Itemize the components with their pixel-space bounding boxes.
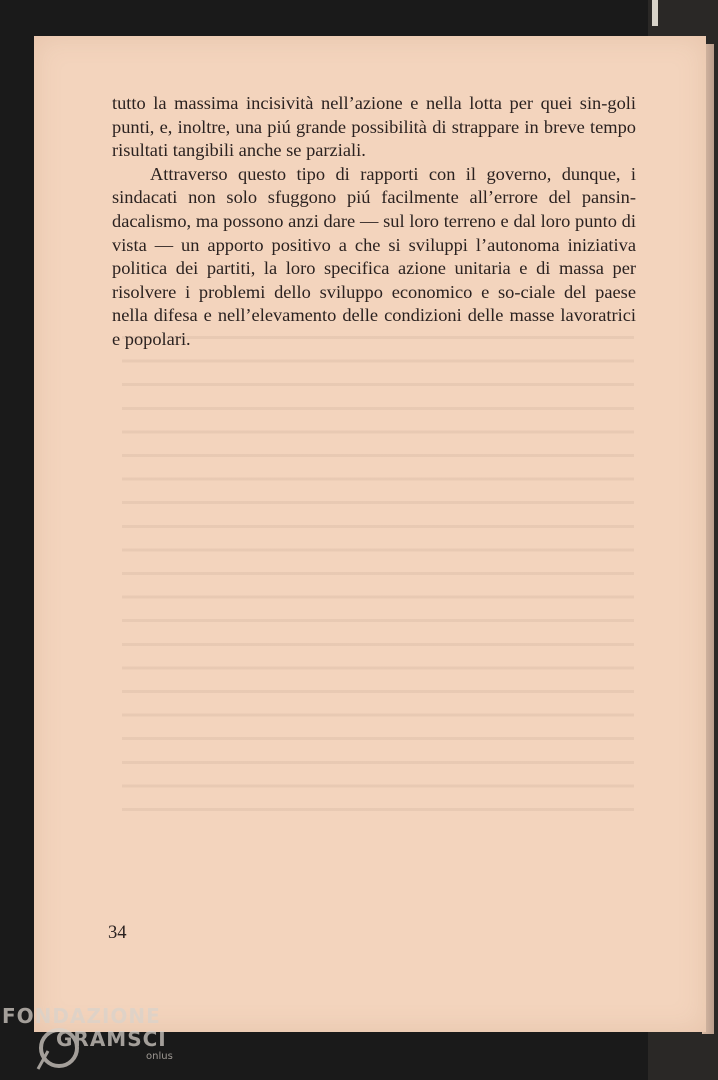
paragraph-1: tutto la massima incisività nell’azione e nella lotta per quei sin-goli punti, e, inoltre, una piú grande possibilità di strappare in breve tempo risultati tangibili anche se parziali. [112,93,636,161]
watermark-sub: onlus [146,1051,173,1062]
fondazione-gramsci-watermark [2,996,192,1080]
watermark-line2: GRAMSCI [56,1027,167,1051]
body-text [112,92,636,352]
paragraph-2: Attraverso questo tipo di rapporti con il governo, dunque, i sindacati non solo sfuggono piú facilmente all’errore del pansin-dacalismo, ma possono anzi dare — sul loro terreno e dal loro punto di vista — un apporto positivo a che si sviluppi l’autonoma iniziativa politica dei partiti, la loro specifica azione unitaria e di massa per risolvere i problemi dello sviluppo economico e so-ciale del paese nella difesa e nell’elevamento delle condizioni delle masse lavoratrici e popolari. [112,163,636,349]
page-number: 34 [108,922,127,943]
scanner-glare [652,0,658,26]
watermark-line1: FONDAZIONE [2,1004,161,1028]
